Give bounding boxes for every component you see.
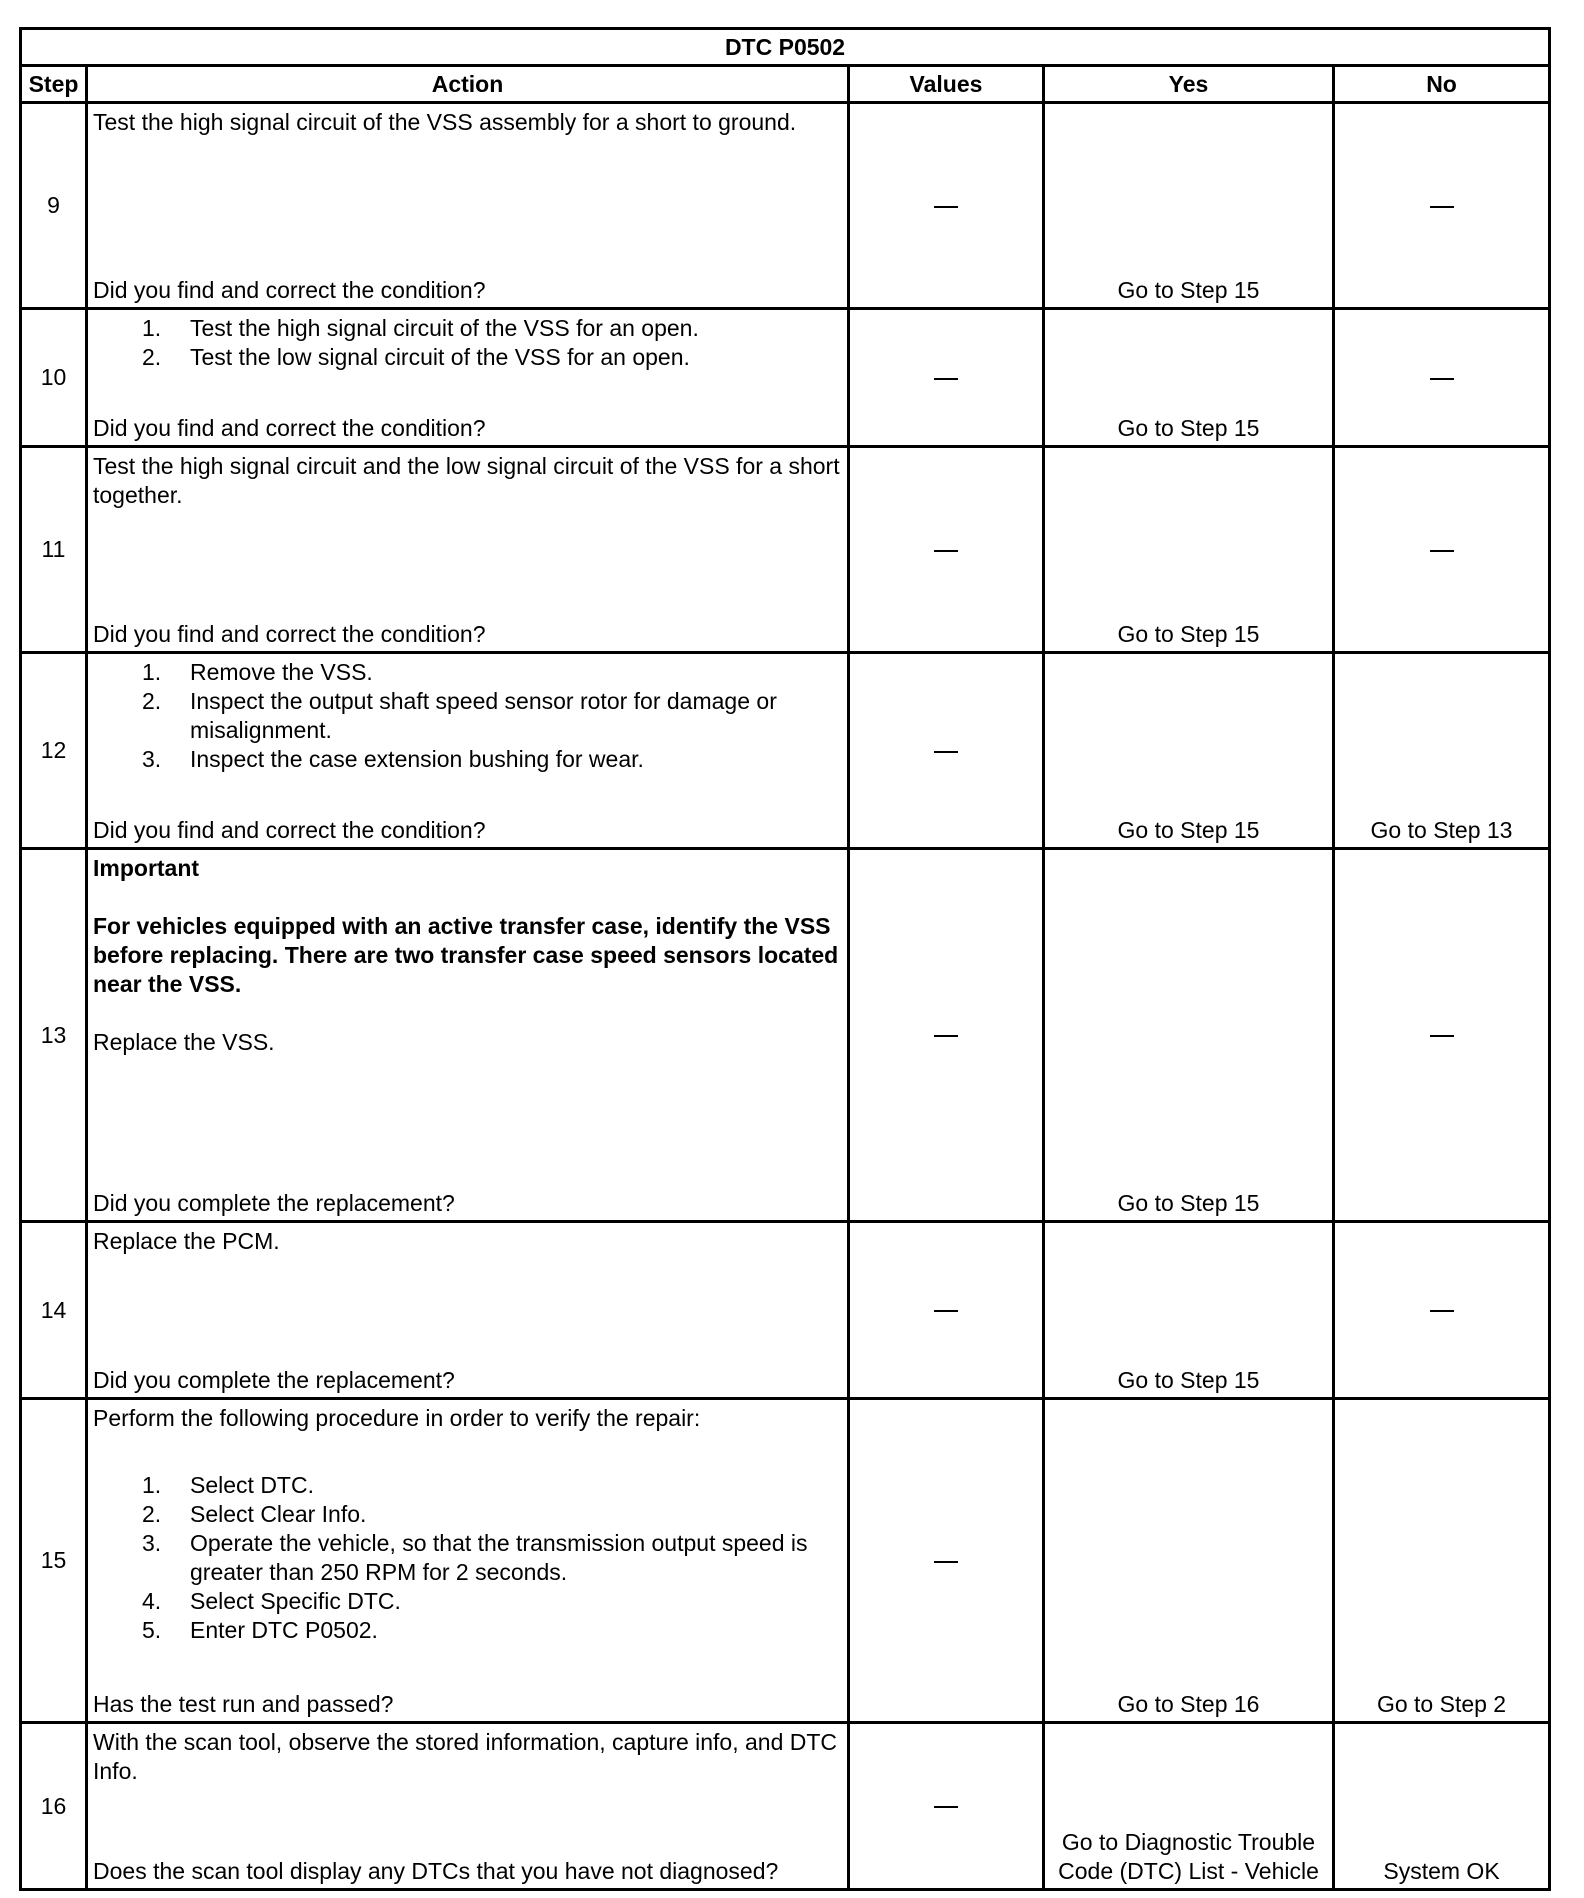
table-row [21,447,1550,653]
step-number: 15 [21,1399,87,1723]
step-number: 12 [21,653,87,849]
dash-icon [934,1561,958,1563]
dash-icon [1430,550,1454,552]
step-number: 13 [21,849,87,1222]
dash-icon [1430,206,1454,208]
action-text: Perform the following procedure in order to verify the repair: [93,1405,701,1431]
step-number: 9 [21,103,87,309]
header-no: No [1334,66,1550,103]
yes-cell: Go to Step 16 [1044,1399,1334,1723]
dash-icon [934,751,958,753]
list-item: 4. Select Specific DTC. [142,1588,401,1614]
no-cell [1334,103,1550,309]
dash-icon [934,1035,958,1037]
yes-cell: Go to Step 15 [1044,653,1334,849]
table-row [21,849,1550,1222]
action-cell [87,1222,849,1399]
action-question: Did you find and correct the condition? [93,415,486,441]
table-row [21,1399,1550,1723]
action-cell [87,849,849,1222]
no-cell [1334,1222,1550,1399]
list-item: 2. Inspect the output shaft speed sensor rotor for damage or misalignment. [142,688,777,743]
header-step: Step [21,66,87,103]
no-cell: System OK [1334,1723,1550,1890]
header-action: Action [87,66,849,103]
step-number: 14 [21,1222,87,1399]
action-question: Has the test run and passed? [93,1691,394,1717]
action-text: With the scan tool, observe the stored information, capture info, and DTC Info. [93,1729,838,1784]
table-title: DTC P0502 [21,29,1550,66]
list-item: 1. Select DTC. [142,1472,314,1498]
list-item: 1. Remove the VSS. [142,659,373,685]
yes-cell: Go to Step 15 [1044,103,1334,309]
yes-cell: Go to Diagnostic Trouble Code (DTC) List - Vehicle [1044,1723,1334,1890]
list-item: 2. Test the low signal circuit of the VSS for an open. [142,344,690,370]
action-cell [87,1723,849,1890]
action-list [93,658,841,774]
action-question: Did you complete the replacement? [93,1367,455,1393]
action-cell [87,309,849,447]
header-values: Values [849,66,1044,103]
action-cell [87,103,849,309]
values-cell [849,447,1044,653]
table-row [21,309,1550,447]
list-item: 5. Enter DTC P0502. [142,1617,378,1643]
no-cell [1334,309,1550,447]
action-cell [87,447,849,653]
dash-icon [934,206,958,208]
header-yes: Yes [1044,66,1334,103]
action-text: Test the high signal circuit and the low signal circuit of the VSS for a short together. [93,453,840,508]
action-question: Did you find and correct the condition? [93,817,486,843]
dash-icon [934,1310,958,1312]
table-row [21,1723,1550,1890]
action-question: Did you complete the replacement? [93,1190,455,1216]
dash-icon [934,550,958,552]
yes-cell: Go to Step 15 [1044,309,1334,447]
yes-cell: Go to Step 15 [1044,849,1334,1222]
action-cell [87,1399,849,1723]
dash-icon [1430,1310,1454,1312]
table-row [21,1222,1550,1399]
table-row [21,653,1550,849]
step-number: 10 [21,309,87,447]
yes-cell: Go to Step 15 [1044,447,1334,653]
important-label: Important [93,855,200,881]
dash-icon [1430,378,1454,380]
action-list [93,314,841,372]
action-text: Replace the PCM. [93,1228,280,1254]
action-question: Did you find and correct the condition? [93,277,486,303]
action-cell [87,653,849,849]
no-cell: Go to Step 2 [1334,1399,1550,1723]
dtc-table-wrapper [19,27,1548,1891]
values-cell [849,1723,1044,1890]
important-note: For vehicles equipped with an active transfer case, identify the VSS before replacing. There are two transfer case speed sensors located near the VSS. [93,913,839,997]
no-cell [1334,849,1550,1222]
dash-icon [934,1806,958,1808]
no-cell: Go to Step 13 [1334,653,1550,849]
list-item: 3. Inspect the case extension bushing for wear. [142,746,644,772]
no-cell [1334,447,1550,653]
values-cell [849,103,1044,309]
values-cell [849,1222,1044,1399]
action-text: Test the high signal circuit of the VSS assembly for a short to ground. [93,109,797,135]
values-cell [849,849,1044,1222]
step-number: 11 [21,447,87,653]
dash-icon [1430,1035,1454,1037]
action-list [93,1471,841,1645]
action-question: Did you find and correct the condition? [93,621,486,647]
yes-cell: Go to Step 15 [1044,1222,1334,1399]
table-row [21,103,1550,309]
list-item: 1. Test the high signal circuit of the VSS for an open. [142,315,699,341]
step-number: 16 [21,1723,87,1890]
values-cell [849,653,1044,849]
values-cell [849,309,1044,447]
dash-icon [934,378,958,380]
action-text: Replace the VSS. [93,1029,275,1055]
action-question: Does the scan tool display any DTCs that you have not diagnosed? [93,1858,779,1884]
values-cell [849,1399,1044,1723]
dtc-table [19,27,1551,1891]
list-item: 2. Select Clear Info. [142,1501,367,1527]
list-item: 3. Operate the vehicle, so that the transmission output speed is greater than 250 RPM for 2 seconds. [142,1530,808,1585]
